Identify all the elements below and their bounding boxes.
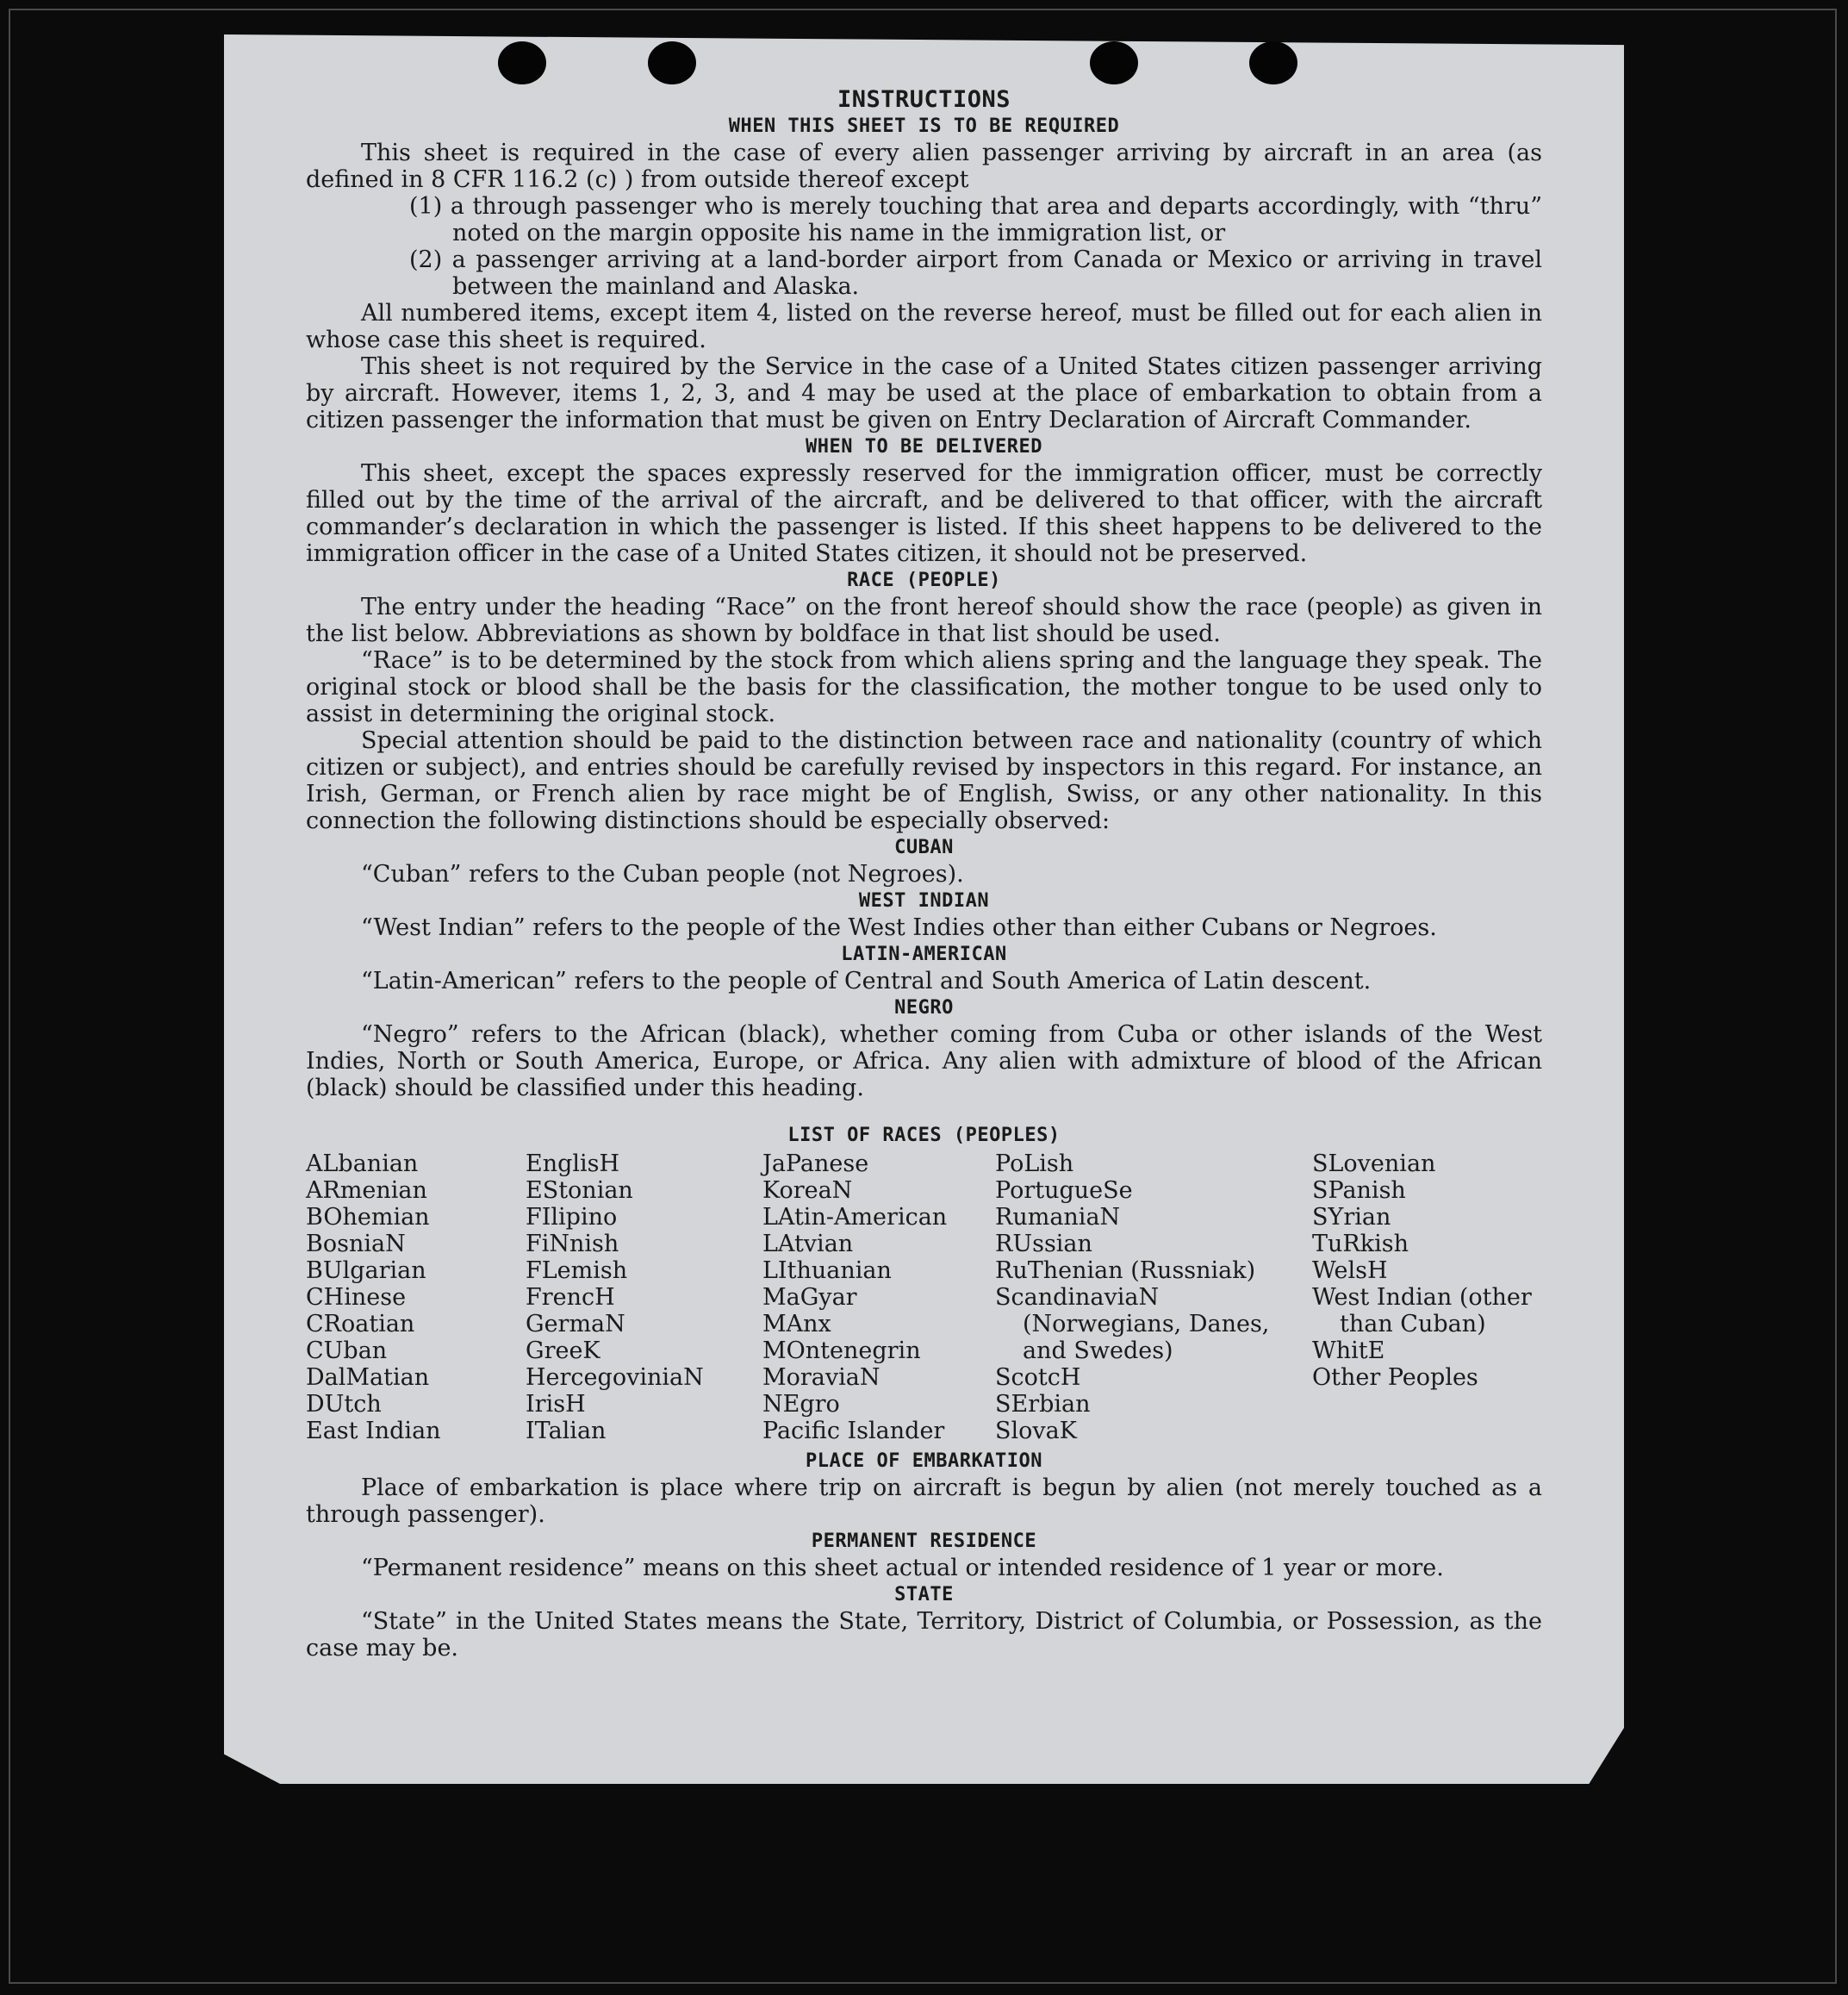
- race-entry: ITalian: [526, 1418, 607, 1444]
- punch-hole: [1249, 41, 1297, 84]
- race-entry: JaPanese: [762, 1150, 869, 1177]
- race-entry: ScotcH: [995, 1364, 1081, 1391]
- race-entry: ARmenian: [306, 1177, 427, 1204]
- race-entry: HercegoviniaN: [526, 1364, 704, 1391]
- race-entry: ScandinaviaN (Norwegians, Danes, and Swedes): [995, 1284, 1270, 1364]
- race-entry: FIlipino: [526, 1204, 618, 1231]
- race-entry: CRoatian: [306, 1311, 415, 1337]
- paragraph: “Latin-American” refers to the people of Central and South America of Latin descent.: [361, 968, 1372, 994]
- race-entry: FrencH: [526, 1284, 615, 1311]
- heading-when-required: WHEN THIS SHEET IS TO BE REQUIRED: [728, 115, 1120, 137]
- race-entry: BosniaN: [306, 1231, 406, 1257]
- race-entry: BOhemian: [306, 1204, 430, 1231]
- race-entry: IrisH: [526, 1391, 586, 1418]
- list-item: (1) a through passenger who is merely touching that area and departs accordingly, with “thru” noted on the margin opposite his name in the immigration list, or: [409, 193, 1542, 246]
- race-entry: SErbian: [995, 1391, 1091, 1418]
- race-column: [762, 1150, 995, 1444]
- race-entry: MoraviaN: [762, 1364, 880, 1391]
- race-entry: MAnx: [762, 1311, 831, 1337]
- race-entry: RuThenian (Russniak): [995, 1257, 1256, 1284]
- heading-latin-american: LATIN-AMERICAN: [841, 944, 1007, 965]
- race-entry: MOntenegrin: [762, 1337, 921, 1364]
- heading-list-of-races: LIST OF RACES (PEOPLES): [787, 1125, 1061, 1146]
- heading-when-delivered: WHEN TO BE DELIVERED: [806, 436, 1042, 458]
- paragraph: This sheet is not required by the Service in the case of a United States citizen passenger arriving by aircraft. However, items 1, 2, 3, and 4 may be used at the place of embarkation to obtain from a citizen passenger the information that must be given on Entry Declaration of Aircraft Commander.: [306, 353, 1542, 433]
- heading-instructions: INSTRUCTIONS: [837, 86, 1011, 113]
- race-entry: EnglisH: [526, 1150, 620, 1177]
- race-entry: PoLish: [995, 1150, 1074, 1177]
- document-body: [306, 86, 1542, 1661]
- heading-race: RACE (PEOPLE): [847, 570, 1001, 591]
- heading-place-of-embarkation: PLACE OF EMBARKATION: [806, 1450, 1042, 1472]
- paragraph: “West Indian” refers to the people of the West Indies other than either Cubans or Negroes.: [361, 914, 1437, 941]
- race-entry: FLemish: [526, 1257, 628, 1284]
- race-entry: DalMatian: [306, 1364, 430, 1391]
- punch-hole: [1090, 41, 1138, 84]
- punch-hole: [498, 41, 546, 84]
- race-entry: NEgro: [762, 1391, 840, 1418]
- race-entry: SLovenian: [1312, 1150, 1436, 1177]
- race-entry: Other Peoples: [1312, 1364, 1478, 1391]
- heading-negro: NEGRO: [894, 997, 954, 1019]
- race-column: [1312, 1150, 1540, 1444]
- race-entry: SYrian: [1312, 1204, 1391, 1231]
- heading-west-indian: WEST INDIAN: [858, 890, 990, 912]
- paragraph: “Permanent residence” means on this sheet actual or intended residence of 1 year or more.: [361, 1555, 1444, 1581]
- race-entry: LIthuanian: [762, 1257, 892, 1284]
- race-entry: CUban: [306, 1337, 388, 1364]
- race-entry: BUlgarian: [306, 1257, 426, 1284]
- paragraph: All numbered items, except item 4, listed on the reverse hereof, must be filled out for each alien in whose case this sheet is required.: [306, 300, 1542, 353]
- race-entry: SlovaK: [995, 1418, 1077, 1444]
- heading-cuban: CUBAN: [894, 837, 954, 858]
- race-entry: GermaN: [526, 1311, 625, 1337]
- paragraph: “Negro” refers to the African (black), whether coming from Cuba or other islands of the West Indies, North or South America, Europe, or Africa. Any alien with admixture of blood of the African (black) should be classified under this heading.: [306, 1021, 1542, 1101]
- race-entry: SPanish: [1312, 1177, 1406, 1204]
- race-column: [306, 1150, 526, 1444]
- punch-hole: [648, 41, 696, 84]
- race-entry: GreeK: [526, 1337, 600, 1364]
- race-entry: East Indian: [306, 1418, 441, 1444]
- heading-state: STATE: [894, 1584, 954, 1605]
- race-column: [995, 1150, 1312, 1444]
- paragraph: “Race” is to be determined by the stock from which aliens spring and the language they speak. The original stock or blood shall be the basis for the classification, the mother tongue to be used only to assist in determining the original stock.: [306, 647, 1542, 727]
- paragraph: Place of embarkation is place where trip on aircraft is begun by alien (not merely touched as a through passenger).: [306, 1474, 1542, 1528]
- race-entry: Pacific Islander: [762, 1418, 945, 1444]
- race-entry: CHinese: [306, 1284, 407, 1311]
- heading-permanent-residence: PERMANENT RESIDENCE: [811, 1531, 1037, 1552]
- race-entry: FiNnish: [526, 1231, 619, 1257]
- paragraph: “State” in the United States means the State, Territory, District of Columbia, or Possession, as the case may be.: [306, 1608, 1542, 1661]
- race-entry: WelsH: [1312, 1257, 1388, 1284]
- paragraph: This sheet is required in the case of every alien passenger arriving by aircraft in an area (as defined in 8 CFR 116.2 (c) ) from outside thereof except: [306, 140, 1542, 193]
- race-entry: LAtin-American: [762, 1204, 948, 1231]
- paragraph: “Cuban” refers to the Cuban people (not Negroes).: [361, 861, 964, 888]
- race-entry: EStonian: [526, 1177, 633, 1204]
- list-item: (2) a passenger arriving at a land-border airport from Canada or Mexico or arriving in travel between the mainland and Alaska.: [409, 246, 1542, 300]
- race-entry: RUssian: [995, 1231, 1092, 1257]
- race-entry: LAtvian: [762, 1231, 854, 1257]
- race-column: [526, 1150, 762, 1444]
- race-entry: PortugueSe: [995, 1177, 1133, 1204]
- race-list: [306, 1150, 1542, 1444]
- race-entry: RumaniaN: [995, 1204, 1121, 1231]
- race-entry: DUtch: [306, 1391, 382, 1418]
- paragraph: The entry under the heading “Race” on the front hereof should show the race (people) as given in the list below. Abbreviations as shown by boldface in that list should be used.: [306, 594, 1542, 647]
- race-entry: WhitE: [1312, 1337, 1385, 1364]
- race-entry: ALbanian: [306, 1150, 419, 1177]
- race-entry: MaGyar: [762, 1284, 857, 1311]
- paragraph: Special attention should be paid to the distinction between race and nationality (country of which citizen or subject), and entries should be carefully revised by inspectors in this regard. For instance, an Irish, German, or French alien by race might be of English, Swiss, or any other nationality. In this connection the following distinctions should be especially observed:: [306, 727, 1542, 834]
- race-entry: KoreaN: [762, 1177, 853, 1204]
- race-entry: West Indian (other than Cuban): [1312, 1284, 1532, 1337]
- paragraph: This sheet, except the spaces expressly reserved for the immigration officer, must be correctly filled out by the time of the arrival of the aircraft, and be delivered to that officer, with the aircraft commander’s declaration in which the passenger is listed. If this sheet happens to be delivered to the immigration officer in the case of a United States citizen, it should not be preserved.: [306, 460, 1542, 567]
- race-entry: TuRkish: [1312, 1231, 1409, 1257]
